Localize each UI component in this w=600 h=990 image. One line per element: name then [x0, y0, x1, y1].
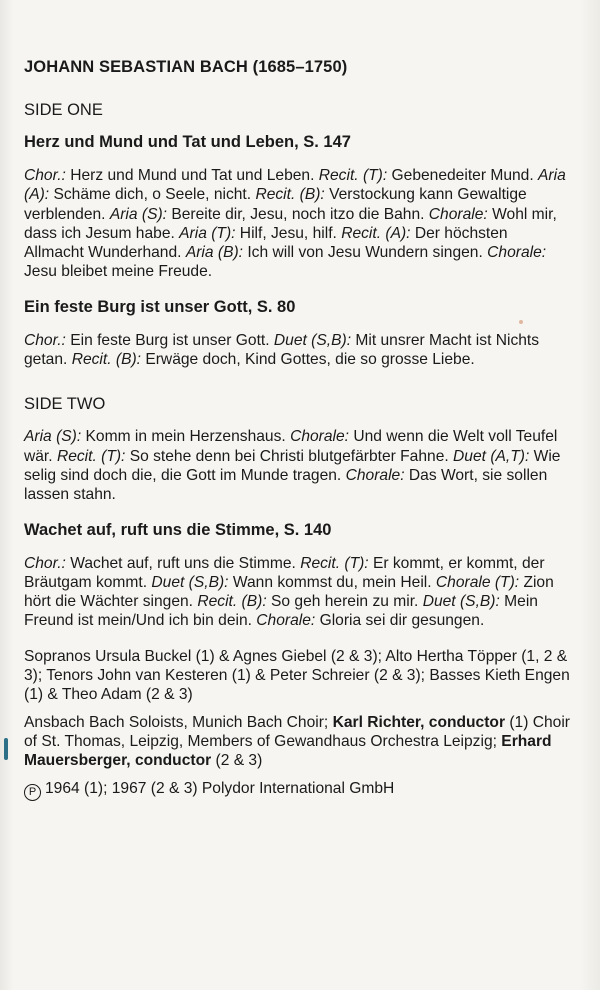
dot-mark: [519, 320, 523, 324]
text-segment: So stehe denn bei Christi blutgefärbter Fahne.: [125, 447, 454, 465]
movement-label: Chorale:: [256, 612, 316, 630]
movement-label: Recit. (B):: [197, 593, 267, 611]
text-segment: Er kommt, er kommt, der Bräutgam kommt.: [24, 554, 545, 591]
movement-label: Aria (S):: [24, 428, 82, 446]
text-segment: So geh herein zu mir.: [266, 593, 423, 611]
work-title-s140: Wachet auf, ruft uns die Stimme, S. 140: [24, 520, 332, 539]
text-segment: Ich will von Jesu Wundern singen.: [243, 244, 488, 262]
movement-label: Chor.:: [24, 331, 66, 349]
movement-label: Chor.:: [24, 167, 66, 184]
movement-label: Chorale (T):: [435, 573, 520, 591]
movement-label: Aria (S):: [109, 205, 168, 223]
movement-label: Aria (A):: [24, 167, 566, 204]
work-title-s147: Herz und Mund und Tat und Leben, S. 147: [24, 133, 351, 151]
work-description-s147: [24, 166, 569, 282]
ensemble-credits: [24, 713, 572, 771]
movement-label: Chorale:: [487, 244, 547, 262]
movement-label: Duet (S,B):: [273, 331, 352, 349]
text-segment: Verstockung kann Gewaltige verblenden.: [24, 186, 527, 223]
text-segment: Wie selig sind doch die, die Gott im Munde tragen.: [24, 447, 561, 484]
text-segment: Ein feste Burg ist unser Gott.: [65, 331, 274, 349]
composer-heading: JOHANN SEBASTIAN BACH (1685–1750): [24, 58, 348, 76]
movement-label: Chor.:: [24, 554, 66, 572]
text-segment: Herz und Mund und Tat und Leben.: [65, 167, 319, 184]
text-segment: Erwäge doch, Kind Gottes, die so grosse Liebe.: [141, 351, 475, 369]
text-segment: Und wenn die Welt voll Teufel wär.: [24, 428, 558, 465]
text-segment: Mein Freund ist mein/Und ich bin dein.: [24, 593, 538, 630]
text-segment: Komm in mein Herzenshaus.: [81, 428, 291, 446]
movement-label: Recit. (B):: [255, 186, 325, 204]
movement-label: Chorale:: [290, 428, 350, 446]
copyright-line: [24, 779, 580, 801]
text-segment: Gebenedeiter Mund.: [387, 167, 539, 184]
text-segment: Schäme dich, o Seele, nicht.: [49, 186, 256, 204]
copyright-text: 1964 (1); 1967 (2 & 3) Polydor International GmbH: [45, 779, 395, 797]
text-segment: Wachet auf, ruft uns die Stimme.: [65, 554, 301, 572]
text-segment: Mit unsrer Macht ist Nichts getan.: [24, 331, 540, 369]
movement-label: Chorale:: [428, 205, 488, 223]
movement-label: Recit. (A):: [341, 224, 411, 242]
movement-label: Aria (B):: [185, 244, 243, 262]
text-segment: Zion hört die Wächter singen.: [24, 573, 554, 611]
text-segment: Jesu bleibet meine Freude.: [24, 263, 213, 281]
text-segment: Gloria sei dir gesungen.: [315, 612, 485, 630]
soloists-credits: [24, 647, 572, 705]
side-two-label: SIDE TWO: [24, 395, 106, 414]
work-description-s80-continued: [24, 427, 569, 504]
text-segment: Das Wort, sie sollen lassen stahn.: [24, 466, 548, 504]
text-segment: Ansbach Bach Soloists, Munich Bach Choir;: [24, 713, 333, 731]
text-segment: (2 & 3): [211, 752, 263, 770]
movement-label: Recit. (T):: [56, 447, 126, 465]
work-description-s80: [24, 331, 569, 370]
text-segment: Sopranos Ursula Buckel (1) & Agnes Giebel (2 & 3); Alto Hertha Töpper (1, 2 & 3); Tenors John van Kesteren (1) & Peter Schreier (2 & 3); Basses Kieth Engen (1) & Theo Adam (2 & 3): [24, 647, 570, 704]
text-segment: Hilf, Jesu, hilf.: [235, 224, 342, 242]
conductor-credit: Erhard Mauersberger, conductor: [24, 732, 552, 770]
movement-label: Recit. (B):: [71, 351, 141, 369]
work-title-s80: Ein feste Burg ist unser Gott, S. 80: [24, 297, 296, 316]
phonogram-copyright-icon: P: [24, 784, 41, 801]
edge-mark: [4, 738, 8, 760]
movement-label: Recit. (T):: [318, 167, 388, 184]
movement-label: Duet (S,B):: [151, 573, 229, 591]
movement-label: Recit. (T):: [300, 554, 369, 572]
movement-label: Chorale:: [345, 466, 405, 484]
work-description-s140: [24, 554, 569, 631]
movement-label: Duet (A,T):: [453, 447, 530, 465]
conductor-credit: Karl Richter, conductor: [332, 713, 506, 731]
text-segment: Wohl mir, dass ich Jesum habe.: [24, 205, 557, 242]
side-one-label: SIDE ONE: [24, 101, 103, 119]
text-segment: Wann kommst du, mein Heil.: [228, 573, 436, 591]
movement-label: Aria (T):: [179, 224, 236, 242]
text-segment: Bereite dir, Jesu, noch itzo die Bahn.: [167, 205, 429, 223]
movement-label: Duet (S,B):: [422, 593, 500, 611]
text-segment: (1) Choir of St. Thomas, Leipzig, Members of Gewandhaus Orchestra Leipzig;: [24, 713, 571, 750]
text-segment: Der höchsten Allmacht Wunderhand.: [24, 224, 508, 262]
